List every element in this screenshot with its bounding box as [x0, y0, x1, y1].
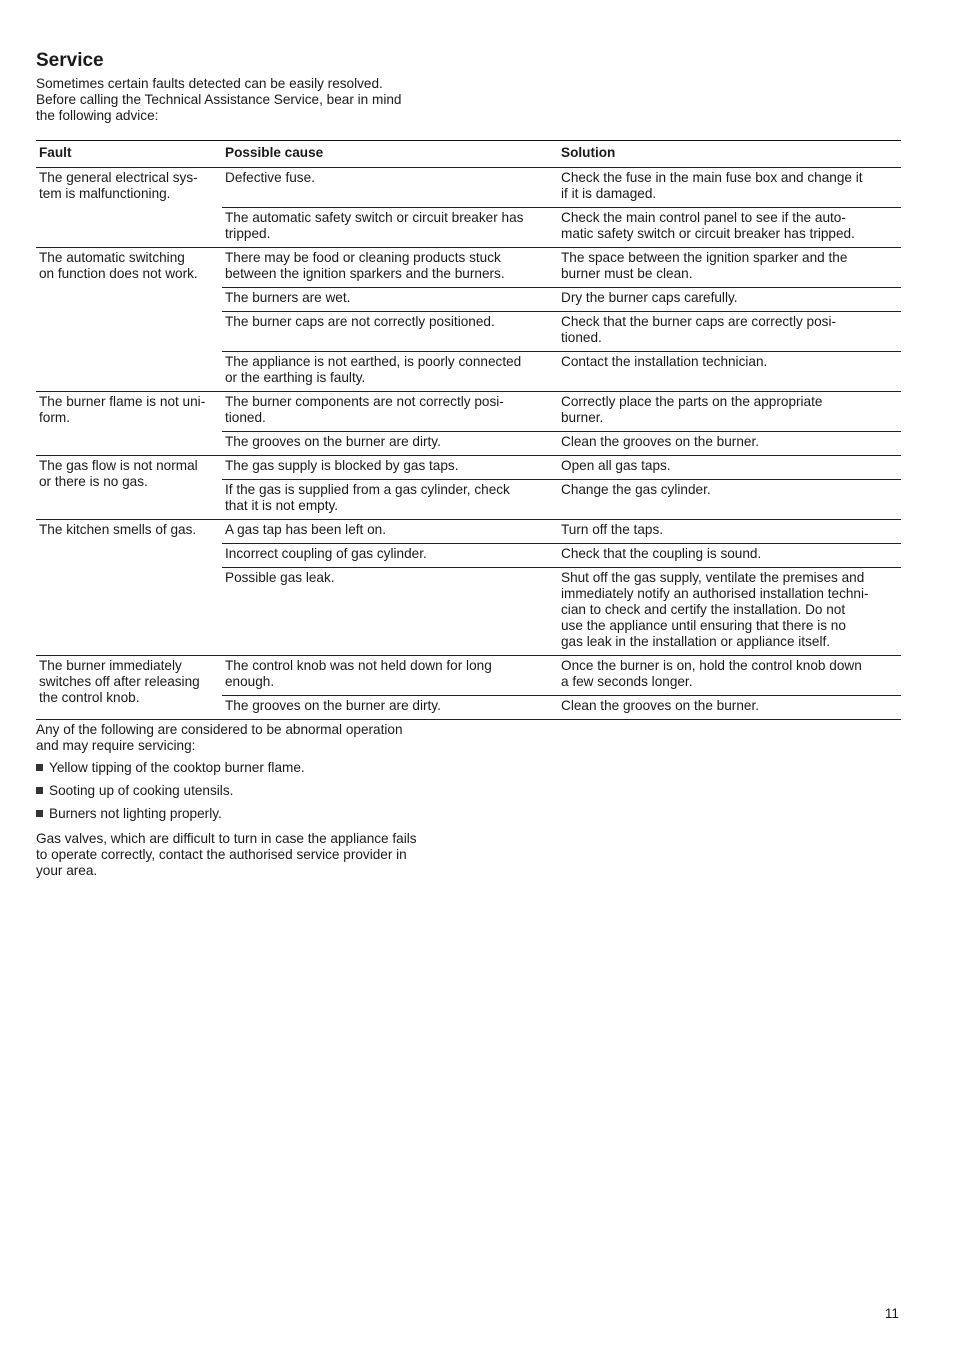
header-fault: Fault [36, 141, 222, 168]
list-item-text: Yellow tipping of the cooktop burner flame. [49, 760, 305, 775]
table-header-row [36, 141, 901, 168]
fault-cell: The automatic switching on function does not work. [36, 248, 222, 392]
possible-cause-cell: The burner caps are not correctly positioned. [222, 312, 558, 352]
page-number: 11 [884, 1306, 899, 1321]
abnormal-operation-section [36, 722, 476, 879]
square-bullet-icon [36, 787, 43, 794]
abnormal-operation-list [36, 760, 476, 822]
fault-cell: The burner immediately switches off after releasing the control knob. [36, 656, 222, 720]
list-item-text: Sooting up of cooking utensils. [49, 783, 234, 798]
solution-cell: Turn off the taps. [558, 520, 901, 544]
list-item-text: Burners not lighting properly. [49, 806, 222, 821]
solution-cell: Dry the burner caps carefully. [558, 288, 901, 312]
possible-cause-cell: The burners are wet. [222, 288, 558, 312]
solution-cell: Correctly place the parts on the appropriate burner. [558, 392, 901, 432]
fault-cell: The general electrical sys- tem is malfunctioning. [36, 168, 222, 248]
possible-cause-cell: A gas tap has been left on. [222, 520, 558, 544]
table-row [36, 392, 901, 432]
possible-cause-cell: If the gas is supplied from a gas cylinder, check that it is not empty. [222, 480, 558, 520]
table-row [36, 520, 901, 544]
fault-table [36, 140, 901, 720]
possible-cause-cell: Defective fuse. [222, 168, 558, 208]
header-solution: Solution [558, 141, 901, 168]
table-row [36, 656, 901, 696]
section-title: Service [36, 50, 104, 71]
solution-cell: Check that the burner caps are correctly posi- tioned. [558, 312, 901, 352]
fault-cell: The burner flame is not uni- form. [36, 392, 222, 456]
solution-cell: Once the burner is on, hold the control knob down a few seconds longer. [558, 656, 901, 696]
solution-cell: Check the main control panel to see if the auto- matic safety switch or circuit breaker has tripped. [558, 208, 901, 248]
solution-cell: Check that the coupling is sound. [558, 544, 901, 568]
fault-cell: The gas flow is not normal or there is no gas. [36, 456, 222, 520]
solution-cell: The space between the ignition sparker and the burner must be clean. [558, 248, 901, 288]
list-item [36, 783, 476, 799]
possible-cause-cell: The grooves on the burner are dirty. [222, 432, 558, 456]
square-bullet-icon [36, 764, 43, 771]
square-bullet-icon [36, 810, 43, 817]
table-row [36, 456, 901, 480]
solution-cell: Clean the grooves on the burner. [558, 696, 901, 720]
possible-cause-cell: The control knob was not held down for long enough. [222, 656, 558, 696]
table-body [36, 168, 901, 720]
table-row [36, 248, 901, 288]
solution-cell: Clean the grooves on the burner. [558, 432, 901, 456]
fault-cell: The kitchen smells of gas. [36, 520, 222, 656]
possible-cause-cell: The gas supply is blocked by gas taps. [222, 456, 558, 480]
solution-cell: Contact the installation technician. [558, 352, 901, 392]
gas-valves-note: Gas valves, which are difficult to turn in case the appliance fails to operate correctly, contact the authorised service provider in your area. [36, 831, 417, 878]
table-row [36, 168, 901, 208]
possible-cause-cell: Possible gas leak. [222, 568, 558, 656]
list-item [36, 806, 476, 822]
possible-cause-cell: The automatic safety switch or circuit breaker has tripped. [222, 208, 558, 248]
solution-cell: Shut off the gas supply, ventilate the premises and immediately notify an authorised installation techni- cian to check and certify the installation. Do not use the appliance until ensuring that there is no gas leak in the installation or appliance itself. [558, 568, 901, 656]
list-item [36, 760, 476, 776]
possible-cause-cell: Incorrect coupling of gas cylinder. [222, 544, 558, 568]
possible-cause-cell: The grooves on the burner are dirty. [222, 696, 558, 720]
possible-cause-cell: The appliance is not earthed, is poorly connected or the earthing is faulty. [222, 352, 558, 392]
solution-cell: Change the gas cylinder. [558, 480, 901, 520]
header-possible-cause: Possible cause [222, 141, 558, 168]
solution-cell: Check the fuse in the main fuse box and change it if it is damaged. [558, 168, 901, 208]
possible-cause-cell: The burner components are not correctly posi- tioned. [222, 392, 558, 432]
intro-text: Sometimes certain faults detected can be easily resolved. Before calling the Technical Assistance Service, bear in mind the following advice: [36, 76, 402, 123]
abnormal-operation-lead: Any of the following are considered to be abnormal operation and may require servicing: [36, 722, 403, 753]
possible-cause-cell: There may be food or cleaning products stuck between the ignition sparkers and the burners. [222, 248, 558, 288]
solution-cell: Open all gas taps. [558, 456, 901, 480]
